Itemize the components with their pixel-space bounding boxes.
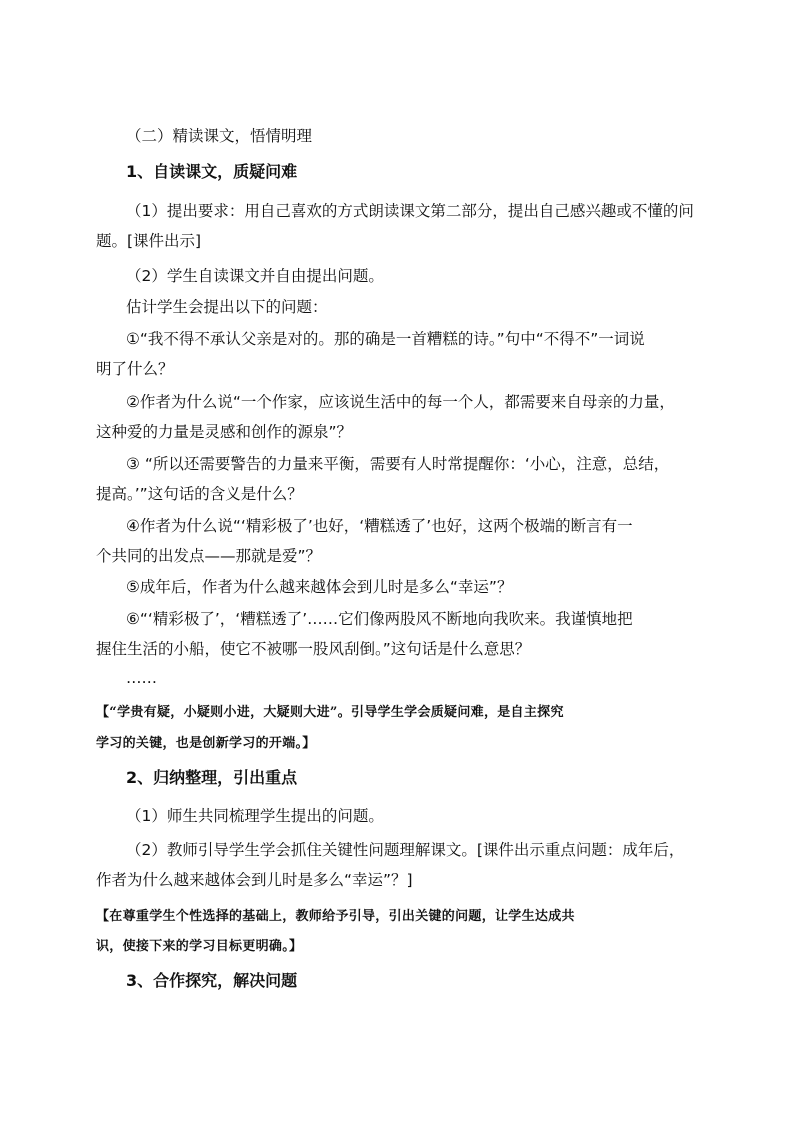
- step2-heading: 2、归纳整理，引出重点: [126, 768, 298, 787]
- paragraph-line: （1）提出要求：用自己喜欢的方式朗读课文第二部分，提出自己感兴趣或不懂的问: [126, 202, 694, 220]
- paragraph-line: 估计学生会提出以下的问题：: [126, 298, 328, 316]
- teaching-note-line: 识，使接下来的学习目标更明确。】: [96, 939, 303, 954]
- paragraph-line: 题。[课件出示]: [96, 232, 202, 250]
- teaching-note-line: 【在尊重学生个性选择的基础上，教师给予引导，引出关键的问题，让学生达成共: [96, 909, 575, 924]
- paragraph-line: （1）师生共同梳理学生提出的问题。: [126, 807, 384, 825]
- paragraph-line: （2）学生自读课文并自由提出问题。: [126, 267, 384, 285]
- question-line: 提高。’”这句话的含义是什么？: [96, 485, 303, 503]
- question-line: ②作者为什么说“一个作家，应该说生活中的每一个人，都需要来自母亲的力量，: [126, 393, 675, 411]
- paragraph-line: 作者为什么越来越体会到儿时是多么“幸运”？]: [96, 871, 413, 889]
- ellipsis: ……: [126, 669, 157, 687]
- question-line: ⑤成年后，作者为什么越来越体会到儿时是多么“幸运”？: [126, 578, 513, 596]
- step3-heading: 3、合作探究，解决问题: [126, 971, 298, 990]
- question-line: 这种爱的力量是灵感和创作的源泉”？: [96, 423, 353, 441]
- teaching-note-line: 【“学贵有疑，小疑则小进，大疑则大进”。引导学生学会质疑问难，是自主探究: [96, 705, 564, 720]
- question-line: 明了什么？: [96, 360, 174, 378]
- paragraph-line: （2）教师引导学生学会抓住关键性问题理解课文。[课件出示重点问题：成年后，: [126, 841, 685, 859]
- question-line: 握住生活的小船，使它不被哪一股风刮倒。”这句话是什么意思？: [96, 640, 531, 658]
- section-title: （二）精读课文，悟情明理: [126, 127, 313, 145]
- question-line: ④作者为什么说“‘精彩极了’也好，‘糟糕透了’也好，这两个极端的断言有一: [126, 517, 633, 535]
- teaching-note-line: 学习的关键，也是创新学习的开端。】: [96, 736, 316, 751]
- question-line: 个共同的出发点——那就是爱”？: [96, 547, 322, 565]
- question-line: ①“我不得不承认父亲是对的。那的确是一首糟糕的诗。”句中“不得不”一词说: [126, 330, 645, 348]
- question-line: ⑥“‘精彩极了’，‘糟糕透了’……它们像两股风不断地向我吹来。我谨慎地把: [126, 610, 633, 628]
- question-line: ③ “所以还需要警告的力量来平衡，需要有人时常提醒你：‘小心，注意，总结，: [126, 455, 670, 473]
- step1-heading: 1、自读课文，质疑问难: [126, 162, 298, 181]
